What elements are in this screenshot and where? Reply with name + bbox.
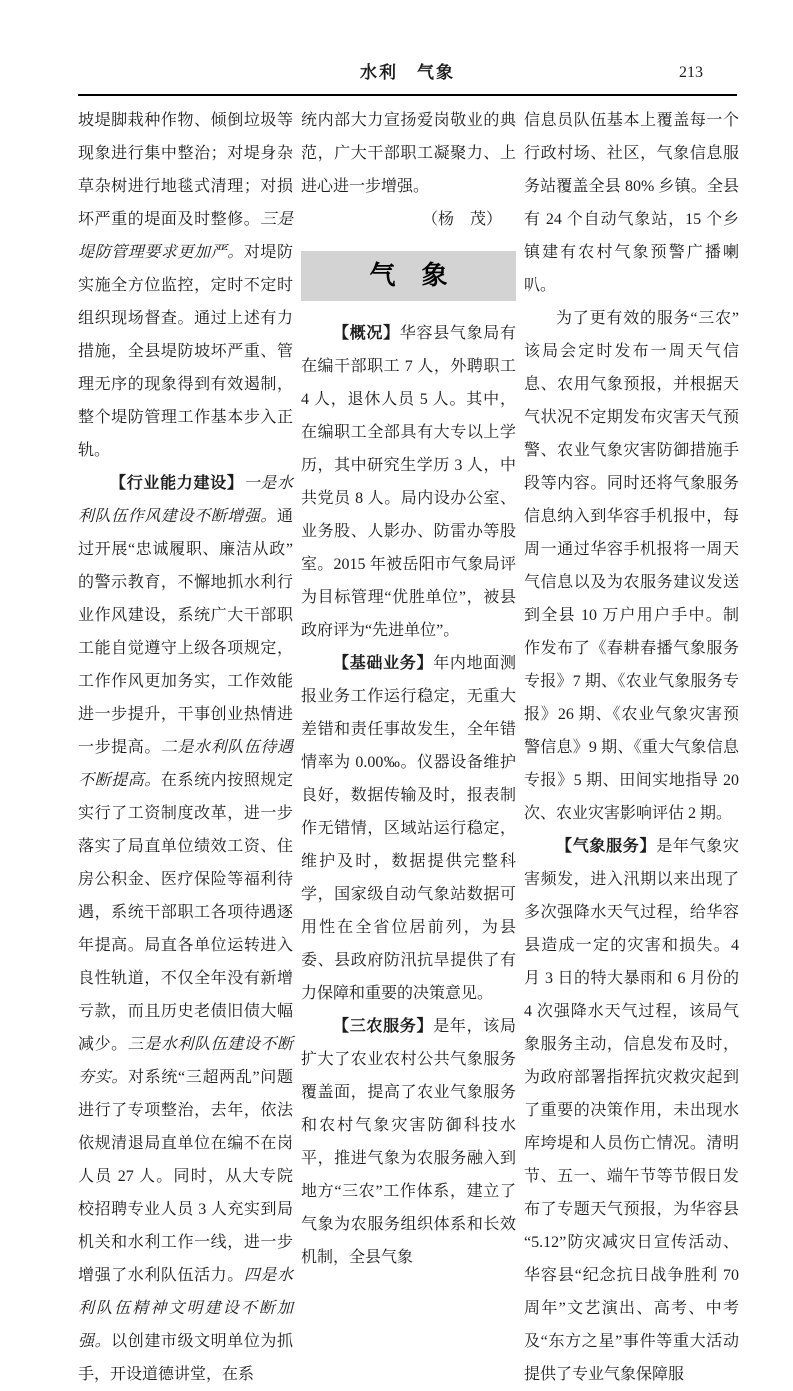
section-title-box: 气 象 bbox=[301, 251, 516, 301]
author-attribution: （杨 茂） bbox=[421, 211, 502, 228]
text-run: 在系统内按照规定实行了工资制度改革，进一步落实了局直单位绩效工资、住房公积金、医疗保险等福利待遇，系统干部职工各项待遇逐年提高。局直各单位运转进入良性轨道，不仅全年没有新增亏款，而且历史老债旧债大幅减少。 bbox=[78, 772, 293, 1053]
text-run: 以创建市级文明单位为抓手，开设道德讲堂，在系 bbox=[78, 1333, 293, 1383]
text-run: 年内地面测报业务工作运行稳定，无重大差错和责任事故发生，全年错情率为 0.00‰。仪器设备维护良好，数据传输及时，报表制作无错情，区域站运行稳定，维护及时，数据提供完整科学，国家级自动气象站数据可用性在全省位居前列，为县委、县政府防汛抗旱提供了有力保障和重要的决策意见。 bbox=[301, 655, 516, 1002]
emphasis-run: 三是水利队伍建设不断夯实。 bbox=[78, 1036, 293, 1086]
paragraph bbox=[524, 830, 739, 1391]
entry-heading: 【气象服务】 bbox=[556, 838, 657, 855]
paragraph bbox=[524, 104, 739, 302]
entry-heading: 【概况】 bbox=[333, 325, 400, 342]
paragraph bbox=[301, 1010, 516, 1274]
page-number: 213 bbox=[679, 64, 703, 81]
paragraph bbox=[301, 647, 516, 1010]
text-run: 对系统“三超两乱”问题进行了专项整治，去年，依法依规清退局直单位在编不在岗人员 27 人。同时，从大专院校招聘专业人员 3 人充实到局机关和水利工作一线，进一步增强了水利队伍活力。 bbox=[78, 1069, 293, 1284]
running-title: 水利 气象 bbox=[360, 63, 455, 82]
emphasis-run: 四是水利队伍精神文明建设不断加强。 bbox=[78, 1267, 293, 1350]
text-run: 坡堤脚栽种作物、倾倒垃圾等现象进行集中整治；对堤身杂草杂树进行地毯式清理；对损坏严重的堤面及时整修。 bbox=[78, 112, 293, 228]
text-run: 统内部大力宣扬爱岗敬业的典范，广大干部职工凝聚力、上进心进一步增强。 bbox=[301, 112, 516, 195]
text-run: 是年，该局扩大了农业农村公共气象服务覆盖面，提高了农业气象服务和农村气象灾害防御科技水平，推进气象为农服务融入到地方“三农”工作体系，建立了气象为农服务组织体系和长效机制，全县气象 bbox=[301, 1018, 516, 1266]
emphasis-run: 一是水利队伍作风建设不断增强。 bbox=[78, 475, 293, 525]
text-run: 对堤防实施全方位监控，定时不定时组织现场督查。通过上述有力措施，全县堤防坡坏严重、管理无序的现象得到有效遏制，整个堤防管理工作基本步入正轨。 bbox=[78, 244, 293, 459]
column-1 bbox=[78, 104, 293, 1391]
column-2 bbox=[301, 104, 516, 1391]
paragraph bbox=[301, 317, 516, 647]
entry-heading: 【三农服务】 bbox=[333, 1018, 434, 1035]
entry-heading: 【基础业务】 bbox=[333, 655, 434, 672]
emphasis-run: 三是堤防管理要求更加严。 bbox=[78, 211, 293, 261]
paragraph bbox=[78, 104, 293, 467]
text-run: 通过开展“忠诚履职、廉洁从政”的警示教育，不懈地抓水利行业作风建设，系统广大干部职工能自觉遵守上级各项规定，工作作风更加务实，工作效能进一步提升，干事创业热情进一步提高。 bbox=[78, 508, 293, 756]
page-header bbox=[78, 58, 737, 96]
text-run: 华容县气象局有在编干部职工 7 人，外聘职工 4 人，退休人员 5 人。其中，在编职工全部具有大专以上学历，其中研究生学历 3 人，中共党员 8 人。局内设办公室、业务股、人影办、防雷办等股室。2015 年被岳阳市气象局评为目标管理“优胜单位”，被县政府评为“先进单位”。 bbox=[301, 325, 516, 639]
paragraph bbox=[78, 467, 293, 1391]
text-run: 是年气象灾害频发，进入汛期以来出现了多次强降水天气过程，给华容县造成一定的灾害和损失。4 月 3 日的特大暴雨和 6 月份的 4 次强降水天气过程，该局气象服务主动，信息发布及时，为政府部署指挥抗灾救灾起到了重要的决策作用，未出现水库垮堤和人员伤亡情况。清明节、五一、端午节等节假日发布了专题天气预报，为华容县“5.12”防灾减灾日宣传活动、华容县“纪念抗日战争胜利 70 周年”文艺演出、高考、中考及“东方之星”事件等重大活动提供了专业气象保障服 bbox=[524, 838, 739, 1383]
column-3 bbox=[524, 104, 739, 1391]
text-columns bbox=[78, 104, 737, 1391]
paragraph bbox=[301, 104, 516, 203]
entry-heading: 【行业能力建设】 bbox=[110, 475, 244, 492]
emphasis-run: 二是水利队伍待遇不断提高。 bbox=[78, 739, 293, 789]
paragraph bbox=[524, 302, 739, 830]
text-run: 信息员队伍基本上覆盖每一个行政村场、社区，气象信息服务站覆盖全县 80% 乡镇。全县有 24 个自动气象站，15 个乡镇建有农村气象预警广播喇叭。 bbox=[524, 112, 739, 294]
text-run: 为了更有效的服务“三农”该局会定时发布一周天气信息、农用气象预报，并根据天气状况不定期发布灾害天气预警、农业气象灾害防御措施手段等内容。同时还将气象服务信息纳入到华容手机报中，每周一通过华容手机报将一周天气信息以及为农服务建议发送到全县 10 万户用户手中。制作发布了《春耕春播气象服务专报》7 期、《农业气象服务专报》26 期、《农业气象灾害预警信息》9 期、《重大气象信息专报》5 期、田间实地指导 20 次、农业灾害影响评估 2 期。 bbox=[524, 310, 739, 822]
